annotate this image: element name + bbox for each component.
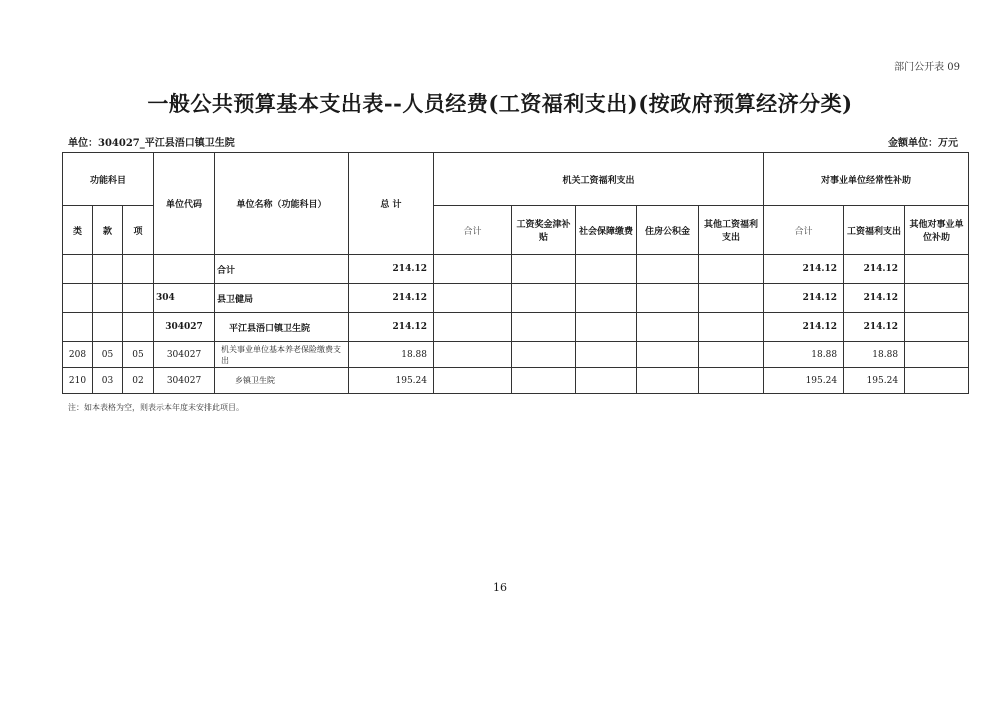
cell-lei: [63, 313, 93, 342]
cell-kuan: 03: [93, 368, 123, 394]
cell-g2-wages: 195.24: [844, 368, 905, 394]
cell-name: 平江县浯口镇卫生院: [215, 313, 349, 342]
table-row: [63, 368, 969, 394]
cell-lei: [63, 255, 93, 284]
unit-label: 单位：304027_平江县浯口镇卫生院: [68, 138, 235, 149]
header-lei: 类: [63, 206, 93, 255]
currency-unit-label: 金额单位：万元: [888, 138, 958, 149]
page-number: 16: [493, 581, 507, 594]
header-row-1: [63, 153, 969, 206]
cell-xiang: 02: [123, 368, 154, 394]
header-total: 总 计: [349, 153, 434, 255]
header-func: 功能科目: [63, 153, 154, 206]
cell-code: 304027: [154, 342, 215, 368]
cell-code: 304: [154, 284, 215, 313]
cell-kuan: [93, 255, 123, 284]
header-xiang: 项: [123, 206, 154, 255]
header-group-subsidy: 对事业单位经常性补助: [764, 153, 969, 206]
cell-lei: 208: [63, 342, 93, 368]
table-row: [63, 255, 969, 284]
header-g1-wages: 工资奖金津补贴: [512, 206, 576, 255]
page-title: 一般公共预算基本支出表--人员经费(工资福利支出)(按政府预算经济分类): [147, 91, 853, 116]
cell-kuan: 05: [93, 342, 123, 368]
cell-code: [154, 255, 215, 284]
table-row: [63, 342, 969, 368]
cell-kuan: [93, 313, 123, 342]
cell-name: 县卫健局: [215, 284, 349, 313]
cell-g2-sum: 214.12: [764, 255, 844, 284]
table-row: [63, 284, 969, 313]
cell-code: 304027: [154, 313, 215, 342]
cell-g2-wages: 18.88: [844, 342, 905, 368]
cell-xiang: [123, 255, 154, 284]
header-group-institution-wages: 机关工资福利支出: [434, 153, 764, 206]
cell-xiang: [123, 284, 154, 313]
cell-g2-wages: 214.12: [844, 284, 905, 313]
cell-name: 乡镇卫生院: [215, 368, 349, 394]
cell-g2-sum: 214.12: [764, 284, 844, 313]
cell-g2-sum: 214.12: [764, 313, 844, 342]
header-kuan: 款: [93, 206, 123, 255]
cell-total: 214.12: [349, 313, 434, 342]
header-g1-social: 社会保障缴费: [576, 206, 637, 255]
cell-total: 214.12: [349, 284, 434, 313]
cell-name: 机关事业单位基本养老保险缴费支出: [215, 342, 349, 368]
header-g1-housing: 住房公积金: [637, 206, 699, 255]
header-code: 单位代码: [154, 153, 215, 255]
cell-xiang: [123, 313, 154, 342]
cell-g2-sum: 195.24: [764, 368, 844, 394]
cell-lei: 210: [63, 368, 93, 394]
cell-xiang: 05: [123, 342, 154, 368]
header-g2-sum: 合计: [764, 206, 844, 255]
cell-total: 18.88: [349, 342, 434, 368]
cell-name: 合计: [215, 255, 349, 284]
header-g2-other: 其他对事业单位补助: [905, 206, 969, 255]
cell-code: 304027: [154, 368, 215, 394]
table-number-tag: 部门公开表 09: [894, 62, 960, 73]
cell-kuan: [93, 284, 123, 313]
header-g1-sum: 合计: [434, 206, 512, 255]
header-name: 单位名称（功能科目）: [215, 153, 349, 255]
cell-lei: [63, 284, 93, 313]
cell-g2-wages: 214.12: [844, 255, 905, 284]
header-g2-wages: 工资福利支出: [844, 206, 905, 255]
cell-total: 195.24: [349, 368, 434, 394]
cell-g2-sum: 18.88: [764, 342, 844, 368]
table-row: [63, 313, 969, 342]
header-g1-other: 其他工资福利支出: [699, 206, 764, 255]
footnote: 注：如本表格为空，则表示本年度未安排此项目。: [68, 403, 244, 412]
budget-table: [62, 152, 969, 394]
cell-total: 214.12: [349, 255, 434, 284]
cell-g2-wages: 214.12: [844, 313, 905, 342]
